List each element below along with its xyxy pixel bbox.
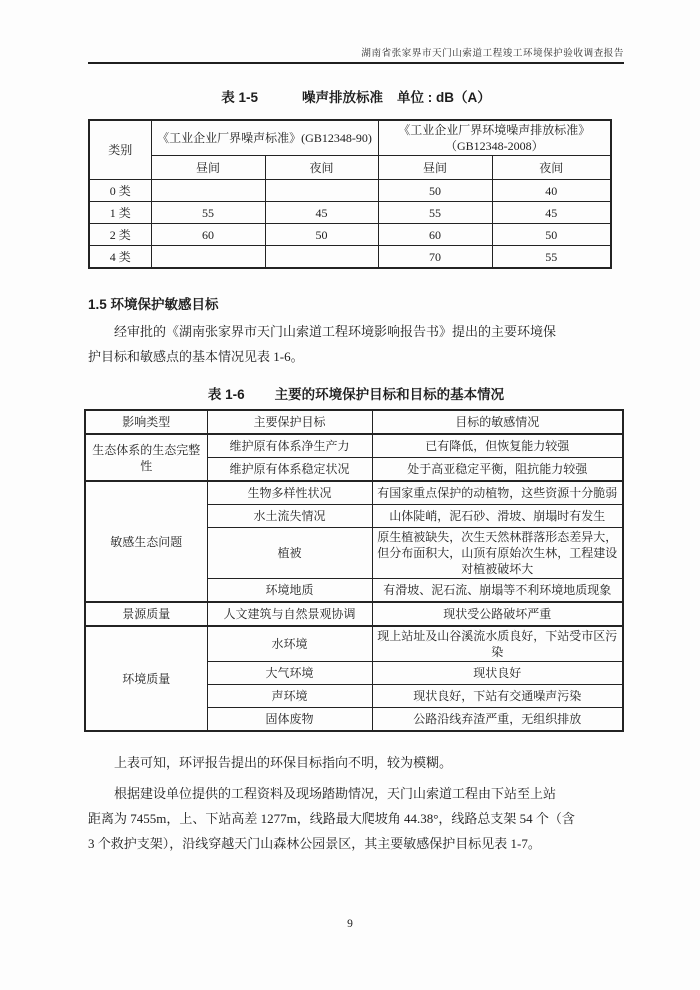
target-cell: 声环境 [207,685,372,708]
data-cell: 70 [378,246,492,269]
table-1-6-caption-label: 表 1-6 [207,387,245,402]
intro-paragraph [88,319,624,369]
target-cell: 大气环境 [207,662,372,685]
table-row [85,410,623,434]
status-cell: 有国家重点保护的动植物，这些资源十分脆弱 [372,481,623,505]
status-cell: 现状良好，下站有交通噪声污染 [372,685,623,708]
row-label-cell: 1 类 [89,202,151,224]
table-1-5-caption [88,86,624,106]
header-cell-category: 类别 [89,120,151,180]
status-cell: 现状良好 [372,662,623,685]
header-cell-std-new-line1: 《工业企业厂界环境噪声排放标准》 [398,123,591,137]
table-row [85,434,623,458]
data-cell: 45 [492,202,611,224]
table-row [85,481,623,505]
target-cell: 植被 [207,528,372,579]
table-1-6-caption-title: 主要的环境保护目标和目标的基本情况 [274,387,505,402]
data-cell: 55 [151,202,265,224]
table-row [89,120,611,156]
target-cell: 维护原有体系净生产力 [207,434,372,458]
group-cell-sensitive-ecology: 敏感生态问题 [85,481,207,602]
data-cell: 60 [378,224,492,246]
status-cell: 原生植被缺失，次生天然林群落形态差异大，但分布面积大，山顶有原始次生林，工程建设对植被破坏大 [372,528,623,579]
table-row [89,180,611,202]
header-cell-std-new-line2: （GB12348-2008） [444,139,544,153]
group-cell-landscape-quality: 景源质量 [85,602,207,626]
paragraph-line: 护目标和敏感点的基本情况见表 1-6。 [88,349,304,364]
target-cell: 生物多样性状况 [207,481,372,505]
header-cell-day: 昼间 [378,156,492,180]
data-cell [265,246,378,269]
header-cell-std-new [378,120,611,156]
conclusion-paragraph [88,750,624,775]
running-header [88,0,624,64]
paragraph-line: 根据建设单位提供的工程资料及现场踏勘情况，天门山索道工程由下站至上站 [114,786,557,801]
status-cell: 处于高亚稳定平衡，阻抗能力较强 [372,458,623,482]
project-details-paragraph [88,781,624,856]
noise-emission-standards-table [88,119,612,269]
paragraph-line: 上表可知，环评报告提出的环保目标指向不明，较为模糊。 [114,755,453,770]
table-row [85,602,623,626]
status-cell: 现状受公路破坏严重 [372,602,623,626]
status-cell: 有滑坡、泥石流、崩塌等不利环境地质现象 [372,579,623,603]
data-cell: 55 [378,202,492,224]
header-cell-std-old: 《工业企业厂界噪声标准》(GB12348-90) [151,120,378,156]
paragraph-line: 距离为 7455m，上、下站高差 1277m，线路最大爬坡角 44.38°，线路总支架 54 个（含 [88,811,575,826]
table-1-5-caption-unit: 单位 : dB（A） [397,90,491,105]
status-cell: 山体陡峭，泥石砂、滑坡、崩塌时有发生 [372,505,623,528]
target-cell: 水环境 [207,626,372,662]
row-label-cell: 4 类 [89,246,151,269]
header-cell-night: 夜间 [265,156,378,180]
table-row [89,156,611,180]
row-label-cell: 2 类 [89,224,151,246]
status-cell: 公路沿线弃渣严重，无组织排放 [372,708,623,732]
table-1-6-caption [88,383,624,403]
table-row [85,626,623,662]
status-cell: 现上站址及山谷溪流水质良好，下站受市区污染 [372,626,623,662]
table-1-5-caption-label: 表 1-5 [221,90,258,105]
table-row [89,246,611,269]
status-cell: 已有降低，但恢复能力较强 [372,434,623,458]
group-cell-environment-quality: 环境质量 [85,626,207,731]
row-label-cell: 0 类 [89,180,151,202]
paragraph-line: 经审批的《湖南张家界市天门山索道工程环境影响报告书》提出的主要环境保 [114,324,557,339]
page-content [88,0,624,856]
header-cell-day: 昼间 [151,156,265,180]
protection-targets-table [84,409,624,732]
target-cell: 固体废物 [207,708,372,732]
data-cell [265,180,378,202]
data-cell: 40 [492,180,611,202]
target-cell: 水土流失情况 [207,505,372,528]
header-cell-protection-target: 主要保护目标 [207,410,372,434]
table-1-5-caption-title: 噪声排放标准 [302,90,383,105]
table-row [89,224,611,246]
group-cell-ecosystem-integrity: 生态体系的生态完整性 [85,434,207,481]
target-cell: 人文建筑与自然景观协调 [207,602,372,626]
report-title-header: 湖南省张家界市天门山索道工程竣工环境保护验收调查报告 [361,49,624,59]
page-number: 9 [347,918,353,930]
header-cell-sensitivity: 目标的敏感情况 [372,410,623,434]
data-cell: 50 [378,180,492,202]
data-cell: 50 [492,224,611,246]
data-cell: 55 [492,246,611,269]
target-cell: 环境地质 [207,579,372,603]
paragraph-line: 3 个救护支架），沿线穿越天门山森林公园景区，其主要敏感保护目标见表 1-7。 [88,836,541,851]
header-cell-impact-type: 影响类型 [85,410,207,434]
data-cell: 50 [265,224,378,246]
table-row [89,202,611,224]
data-cell [151,180,265,202]
header-cell-night: 夜间 [492,156,611,180]
data-cell: 45 [265,202,378,224]
data-cell [151,246,265,269]
target-cell: 维护原有体系稳定状况 [207,458,372,482]
section-heading-1-5: 1.5 环境保护敏感目标 [88,297,219,312]
data-cell: 60 [151,224,265,246]
